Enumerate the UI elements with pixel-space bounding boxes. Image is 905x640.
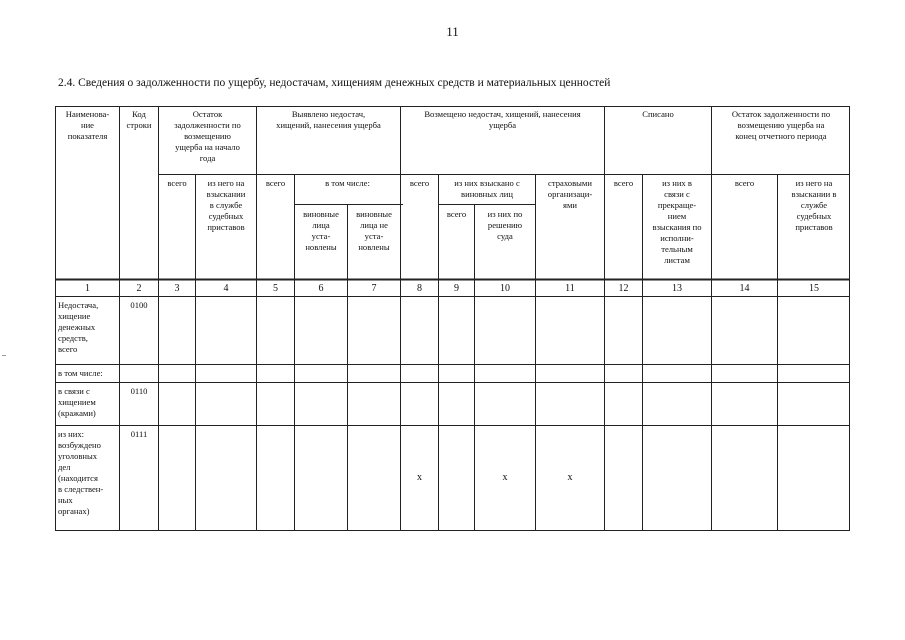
column-number: 3	[174, 283, 180, 294]
cross-mark-col10: x	[502, 472, 508, 483]
header-end-balance: Остаток задолженности по возмещению ущерба на конец отчетного периода	[731, 109, 831, 141]
header-total-b: всего	[265, 178, 286, 188]
header-found: Выявлено недостач, хищений, нанесения ущерба	[276, 109, 381, 130]
header-total-c: всего	[409, 178, 430, 188]
header-total-d: всего	[446, 209, 467, 219]
column-number: 10	[500, 283, 510, 294]
row-code-0111: 0111	[130, 429, 148, 439]
header-total-a: всего	[167, 178, 187, 188]
row-name-0111: из них: возбуждено уголовных дел (находится в следствен- ных органах)	[58, 429, 104, 516]
column-number: 5	[273, 283, 278, 294]
header-by-court: из них по решению суда	[487, 209, 523, 241]
column-number: 8	[417, 283, 422, 294]
row-code-0100: 0100	[130, 300, 148, 310]
header-bailiff-f: из него на взыскании в службе судебных приставов	[791, 178, 837, 232]
column-number: 13	[672, 283, 682, 294]
column-number: 1	[85, 283, 90, 294]
header-name: Наименова- ние показателя	[65, 109, 110, 141]
header-written-off: Списано	[642, 109, 674, 119]
row-name-0100: Недостача, хищение денежных средств, всего	[58, 300, 99, 354]
column-number: 9	[454, 283, 459, 294]
header-code: Код строки	[126, 109, 152, 130]
row-code-0110: 0110	[130, 386, 148, 396]
column-number: 14	[739, 283, 750, 294]
column-number: 2	[136, 283, 142, 294]
row-name-0110: в связи с хищением (кражами)	[58, 386, 96, 418]
header-including: в том числе:	[325, 178, 370, 188]
cross-mark-col11: x	[567, 472, 573, 483]
column-number: 6	[318, 283, 324, 294]
column-number: 11	[565, 283, 575, 294]
header-culprits-not-found: виновные лица не уста- новлены	[356, 209, 392, 252]
column-number: 12	[618, 283, 629, 294]
header-from-culprits: из них взыскано с виновных лиц	[454, 178, 520, 199]
page-number: 11	[446, 24, 459, 39]
cross-mark-col8: x	[417, 472, 422, 483]
header-bailiff-a: из него на взыскании в службе судебных приставов	[206, 178, 246, 232]
row-name-including: в том числе:	[58, 368, 103, 378]
margin-mark	[2, 355, 6, 356]
header-start-balance: Остаток задолженности по возмещению ущерба на начало года	[174, 109, 241, 163]
debt-table	[55, 106, 850, 531]
header-recovered: Возмещено недостач, хищений, нанесения ущерба	[424, 109, 581, 130]
column-number: 15	[809, 283, 819, 294]
header-termination: из них в связи с прекраще- нием взыскания по исполни- тельным листам	[652, 178, 702, 265]
table-grid	[55, 106, 850, 531]
header-culprits-found: виновные лица уста- новлены	[303, 209, 339, 252]
column-number: 4	[223, 283, 229, 294]
header-total-f: всего	[734, 178, 755, 188]
column-number: 7	[371, 283, 377, 294]
section-title: 2.4. Сведения о задолженности по ущербу, недостачам, хищениям денежных средств и материальных ценностей	[58, 77, 611, 89]
header-total-e: всего	[613, 178, 634, 188]
header-insurers: страховыми организаци- ями	[547, 178, 593, 210]
